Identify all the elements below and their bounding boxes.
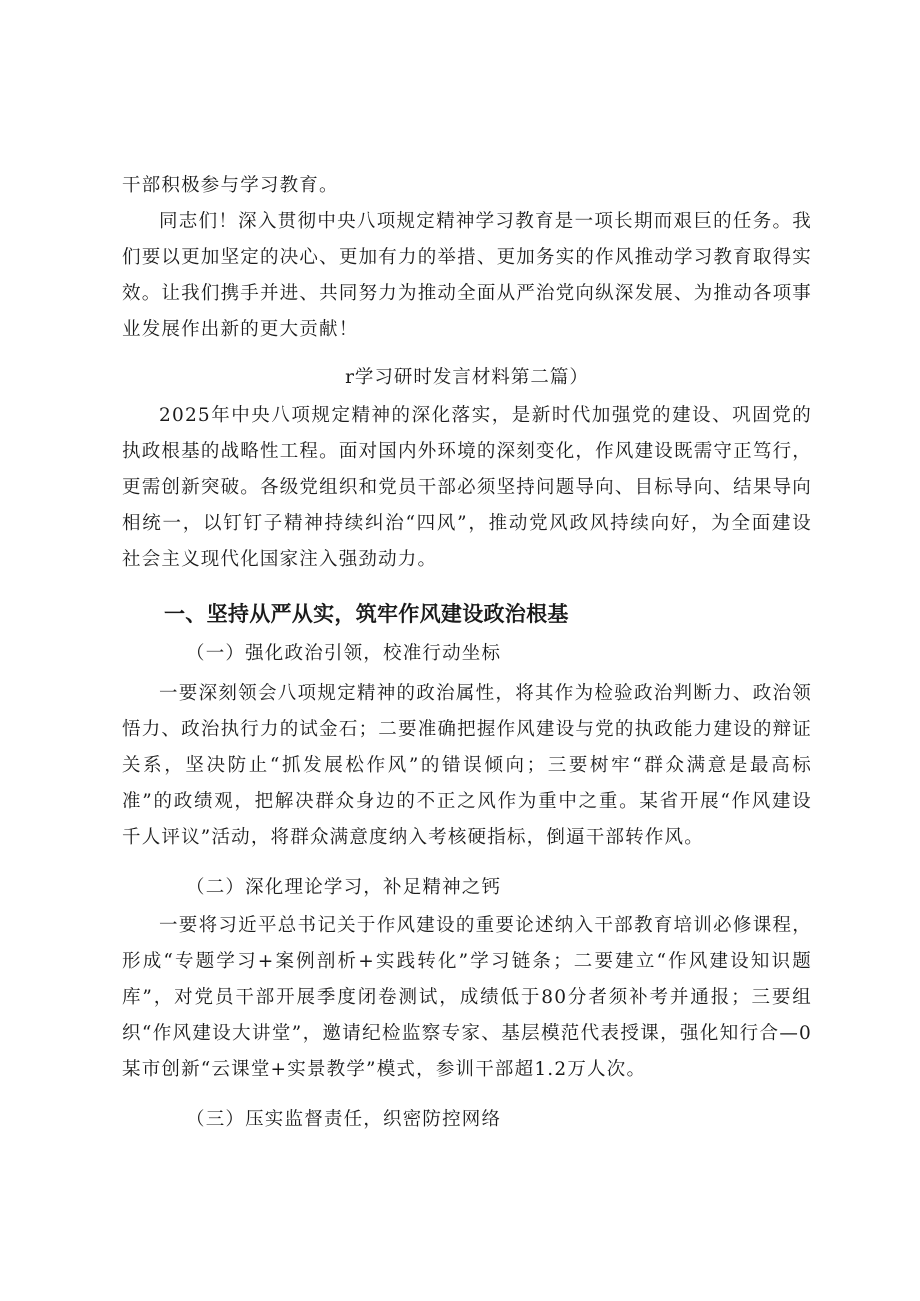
heading-level2-c: （三）压实监督责任，织密防控网络 bbox=[186, 1109, 502, 1130]
paragraph-theory-study: 一要将习近平总书记关于作风建设的重要论述纳入干部教育培训必修课程，形成“专题学习+案例剖析+实践转化”学习链条；二要建立“作风建设知识题库”，对党员干部开展季度闭卷测试，成绩低于80分者须补考并通报；三要组织“作风建设大讲堂”，邀请纪检监察专家、基层模范代表授课，强化知行合—0某市创新“云课堂+实景教学”模式，参训干部超1.2万人次。 bbox=[122, 915, 812, 1080]
heading-level2-a: （一）强化政治引领，校准行动坐标 bbox=[186, 643, 502, 664]
section-title-second: r学习研时发言材料第二篇） bbox=[345, 367, 589, 388]
heading-level2-b: （二）深化理论学习，补足精神之钙 bbox=[186, 877, 502, 898]
paragraph-comrades: 同志们！深入贯彻中央八项规定精神学习教育是一项长期而艰巨的任务。我们要以更加坚定的决心、更加有力的举措、更加务实的作风推动学习教育取得实效。让我们携手并进、共同努力为推动全面从严治党向纵深发展、为推动各项事业发展作出新的更大贡献！ bbox=[122, 211, 812, 340]
paragraph-political-guidance: 一要深刻领会八项规定精神的政治属性，将其作为检验政治判断力、政治领悟力、政治执行力的试金石；二要准确把握作风建设与党的执政能力建设的辩证关系，坚决防止“抓发展松作风”的错误倾向；三要树牢“群众满意是最高标准”的政绩观，把解决群众身边的不正之风作为重中之重。某省开展“作风建设千人评议”活动，将群众满意度纳入考核硬指标，倒逼干部转作风。 bbox=[122, 683, 812, 848]
paragraph-closing-line: 干部积极参与学习教育。 bbox=[122, 175, 339, 196]
heading-level1: 一、坚持从严从实，筑牢作风建设政治根基 bbox=[164, 602, 569, 626]
paragraph-intro: 2025年中央八项规定精神的深化落实，是新时代加强党的建设、巩固党的执政根基的战略性工程。面对国内外环境的深刻变化，作风建设既需守正笃行，更需创新突破。各级党组织和党员干部必须坚持问题导向、目标导向、结果导向相统一，以钉钉子精神持续纠治“四风”，推动党风政风持续向好，为全面建设社会主义现代化国家注入强劲动力。 bbox=[122, 405, 812, 570]
